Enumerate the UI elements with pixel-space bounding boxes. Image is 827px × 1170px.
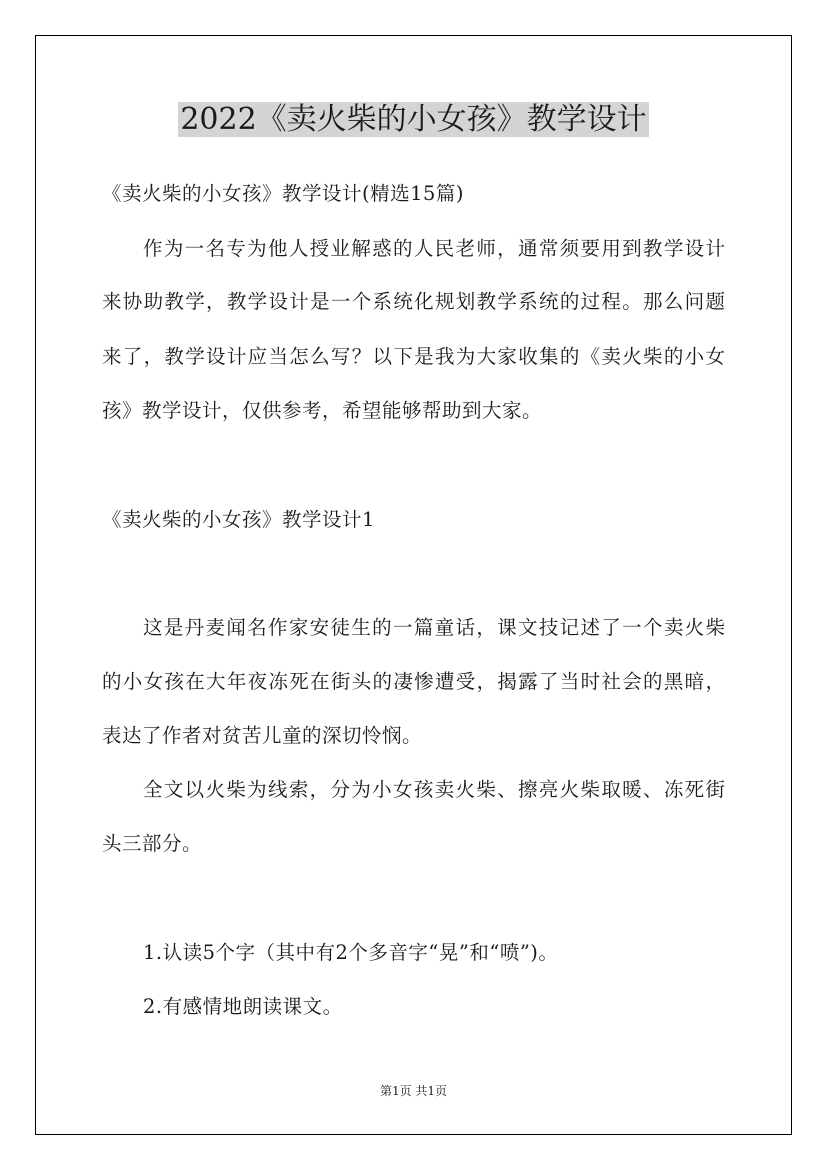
body-line-4: 全文以火柴为线索，分为小女孩卖火柴、擦亮火柴取暖、冻死街 <box>143 778 725 801</box>
subtitle: 《卖火柴的小女孩》教学设计(精选15篇) <box>102 182 465 205</box>
intro-line-2: 来协助教学，教学设计是一个系统化规划教学系统的过程。那么问题 <box>102 290 725 313</box>
body-line-1: 这是丹麦闻名作家安徒生的一篇童话，课文技记述了一个卖火柴 <box>143 616 725 639</box>
intro-line-1: 作为一名专为他人授业解惑的人民老师，通常须要用到教学设计 <box>143 237 725 260</box>
document-title: 2022《卖火柴的小女孩》教学设计 <box>180 102 647 137</box>
page-footer: 第1页 共1页 <box>379 1084 448 1098</box>
section-heading: 《卖火柴的小女孩》教学设计1 <box>102 508 375 531</box>
body-line-5: 头三部分。 <box>102 832 203 855</box>
goal-item-1: 1.认读5个字（其中有2个多音字“晃”和“喷”)。 <box>143 941 559 964</box>
body-line-2: 的小女孩在大年夜冻死在街头的凄惨遭受，揭露了当时社会的黑暗， <box>102 670 725 693</box>
goal-item-2: 2.有感情地朗读课文。 <box>143 995 343 1018</box>
body-line-3: 表达了作者对贫苦儿童的深切怜悯。 <box>102 724 423 747</box>
intro-line-3: 来了，教学设计应当怎么写？以下是我为大家收集的《卖火柴的小女 <box>102 345 725 368</box>
intro-line-4: 孩》教学设计，仅供参考，希望能够帮助到大家。 <box>102 399 543 422</box>
